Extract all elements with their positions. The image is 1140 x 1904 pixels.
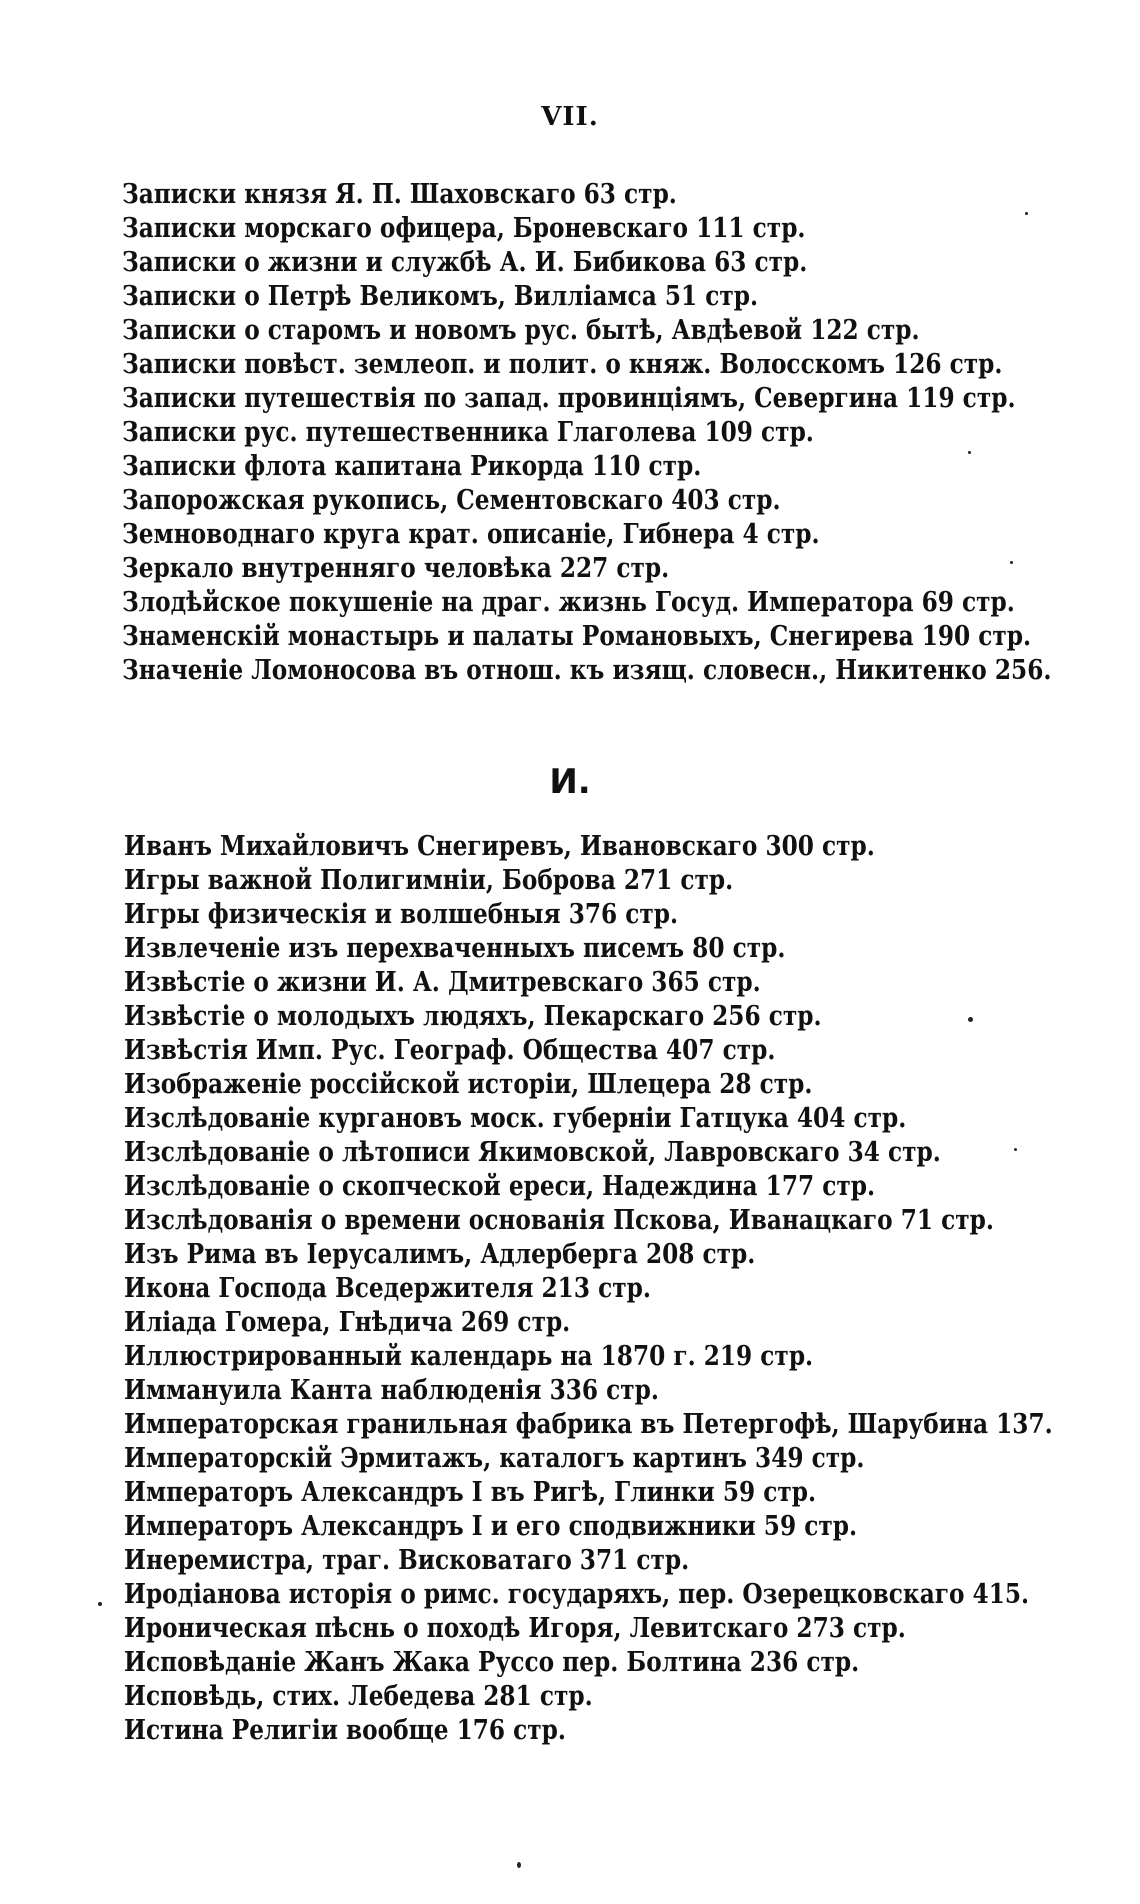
index-entry: Ироническая пѣснь о походѣ Игоря, Левитскаго 273 стр. <box>124 1613 906 1644</box>
index-entry: Императоръ Александръ I въ Ригѣ, Глинки 59 стр. <box>124 1477 817 1508</box>
page-number: VII. <box>541 102 599 132</box>
index-entry: Игры физическія и волшебныя 376 стр. <box>124 899 679 930</box>
index-entry: Иліада Гомера, Гнѣдича 269 стр. <box>124 1307 571 1338</box>
index-entry: Изъ Рима въ Іерусалимъ, Адлерберга 208 стр. <box>124 1239 756 1270</box>
index-entry: Записки повѣст. землеоп. и полит. о княж. Волосскомъ 126 стр. <box>122 349 1003 380</box>
index-entry: Земноводнаго круга крат. описаніе, Гибнера 4 стр. <box>122 519 820 550</box>
index-entry: Императоръ Александръ I и его сподвижники 59 стр. <box>124 1511 858 1542</box>
index-entry: Извѣстіе о молодыхъ людяхъ, Пекарскаго 256 стр. <box>124 1001 822 1032</box>
ink-speck <box>1014 1148 1017 1151</box>
index-section-i <box>124 830 1084 1748</box>
index-entry: Знаменскій монастырь и палаты Романовыхъ, Снегирева 190 стр. <box>122 621 1032 652</box>
index-entry: Инеремистра, траг. Висковатаго 371 стр. <box>124 1545 690 1576</box>
section-heading-i: И. <box>549 762 591 802</box>
index-entry: Исповѣдь, стих. Лебедева 281 стр. <box>124 1681 593 1712</box>
index-entry: Извлеченіе изъ перехваченныхъ писемъ 80 стр. <box>124 933 786 964</box>
index-entry: Императорскій Эрмитажъ, каталогъ картинъ 349 стр. <box>124 1443 865 1474</box>
index-entry: Исповѣданіе Жанъ Жака Руссо пер. Болтина 236 стр. <box>124 1647 860 1678</box>
index-entry: Игры важной Полигимніи, Боброва 271 стр. <box>124 865 734 896</box>
index-entry: Значеніе Ломоносова въ отнош. къ изящ. словесн., Никитенко 256. <box>122 655 1052 686</box>
index-entry: Изслѣдованія о времени основанія Пскова, Иванацкаго 71 стр. <box>124 1205 994 1236</box>
index-entry: Иммануила Канта наблюденія 336 стр. <box>124 1375 660 1406</box>
index-entry: Императорская гранильная фабрика въ Петергофѣ, Шарубина 137. <box>124 1409 1053 1440</box>
index-entry: Записки князя Я. П. Шаховскаго 63 стр. <box>122 179 677 210</box>
index-entry: Запорожская рукопись, Сементовскаго 403 стр. <box>122 485 781 516</box>
index-entry: Записки путешествія по запад. провинціямъ, Севергина 119 стр. <box>122 383 1016 414</box>
index-entry: Записки о Петрѣ Великомъ, Вилліамса 51 стр. <box>122 281 759 312</box>
index-entry: Зеркало внутренняго человѣка 227 стр. <box>122 553 670 584</box>
index-entry: Иродіанова исторія о римс. государяхъ, пер. Озерецковскаго 415. <box>124 1579 1030 1610</box>
index-entry: Извѣстія Имп. Рус. Географ. Общества 407 стр. <box>124 1035 776 1066</box>
ink-speck <box>968 1017 973 1022</box>
index-entry: Истина Религіи вообще 176 стр. <box>124 1715 566 1746</box>
index-entry: Икона Господа Вседержителя 213 стр. <box>124 1273 651 1304</box>
index-entry: Записки морскаго офицера, Броневскаго 111 стр. <box>122 213 806 244</box>
index-entry: Изслѣдованіе о скопческой ереси, Надеждина 177 стр. <box>124 1171 876 1202</box>
ink-speck <box>1010 561 1013 564</box>
index-entry: Иллюстрированный календарь на 1870 г. 219 стр. <box>124 1341 814 1372</box>
index-entry: Записки рус. путешественника Глаголева 109 стр. <box>122 417 814 448</box>
ink-speck <box>517 1862 521 1868</box>
index-entry: Записки о старомъ и новомъ рус. бытѣ, Авдѣевой 122 стр. <box>122 315 920 346</box>
index-section-z <box>122 178 1082 688</box>
index-entry: Изслѣдованіе о лѣтописи Якимовской, Лавровскаго 34 стр. <box>124 1137 941 1168</box>
index-entry: Иванъ Михайловичъ Снегиревъ, Ивановскаго 300 стр. <box>124 831 875 862</box>
index-entry: Записки флота капитана Рикорда 110 стр. <box>122 451 702 482</box>
ink-speck <box>968 451 971 454</box>
index-entry: Злодѣйское покушеніе на драг. жизнь Госуд. Императора 69 стр. <box>122 587 1015 618</box>
index-entry: Изслѣдованіе кургановъ моск. губерніи Гатцука 404 стр. <box>124 1103 907 1134</box>
index-entry: Записки о жизни и службѣ А. И. Бибикова 63 стр. <box>122 247 808 278</box>
index-entry: Изображеніе россійской исторіи, Шлецера 28 стр. <box>124 1069 813 1100</box>
ink-speck <box>98 1602 102 1606</box>
ink-speck <box>1025 212 1028 215</box>
index-entry: Извѣстіе о жизни И. А. Дмитревскаго 365 стр. <box>124 967 761 998</box>
